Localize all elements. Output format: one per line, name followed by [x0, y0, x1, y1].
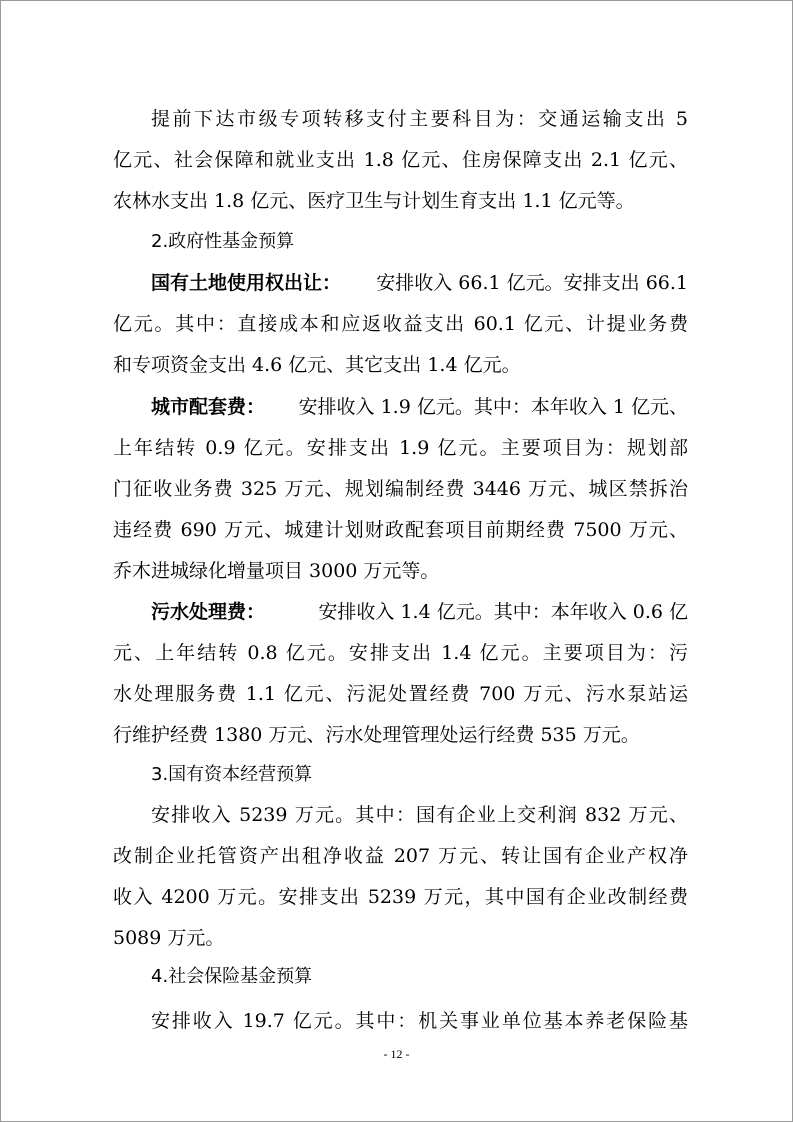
line-text: 安排收入 1.9 亿元。其中：本年收入 1 亿元、	[298, 396, 688, 418]
line-text: 安排收入 1.4 亿元。其中：本年收入 0.6 亿	[318, 601, 688, 623]
paragraph-line: 提前下达市级专项转移支付主要科目为：交通运输支出 5	[151, 108, 688, 130]
section-heading: 3.国有资本经营预算	[151, 764, 313, 785]
paragraph-line: 上年结转 0.9 亿元。安排支出 1.9 亿元。主要项目为：规划部	[113, 437, 688, 459]
subsection-title: 污水处理费：	[151, 601, 266, 623]
section-heading: 4.社会保险基金预算	[151, 966, 313, 987]
paragraph-line: 亿元、社会保障和就业支出 1.8 亿元、住房保障支出 2.1 亿元、	[113, 149, 688, 171]
paragraph-line: 元、上年结转 0.8 亿元。安排支出 1.4 亿元。主要项目为：污	[113, 642, 688, 664]
paragraph-line: 5089 万元。	[113, 927, 225, 949]
subsection-title: 国有土地使用权出让：	[151, 272, 342, 294]
paragraph-line	[113, 270, 688, 296]
section-heading: 2.政府性基金预算	[151, 231, 295, 252]
paragraph-line: 改制企业托管资产出租净收益 207 万元、转让国有企业产权净	[113, 845, 688, 867]
paragraph-line: 违经费 690 万元、城建计划财政配套项目前期经费 7500 万元、	[113, 519, 688, 541]
paragraph-line: 亿元。其中：直接成本和应返收益支出 60.1 亿元、计提业务费	[113, 313, 688, 335]
paragraph-line: 安排收入 19.7 亿元。其中：机关事业单位基本养老保险基	[151, 1010, 688, 1032]
paragraph-line: 行维护经费 1380 万元、污水处理管理处运行经费 535 万元。	[113, 724, 640, 746]
paragraph-line	[113, 599, 688, 625]
paragraph-line	[113, 394, 688, 420]
page-number: - 12 -	[383, 1047, 410, 1061]
paragraph-line: 农林水支出 1.8 亿元、医疗卫生与计划生育支出 1.1 亿元等。	[113, 190, 635, 212]
paragraph-line: 和专项资金支出 4.6 亿元、其它支出 1.4 亿元。	[113, 354, 521, 376]
line-text: 安排收入 66.1 亿元。安排支出 66.1	[376, 272, 688, 294]
subsection-title: 城市配套费：	[151, 396, 266, 418]
paragraph-line: 安排收入 5239 万元。其中：国有企业上交利润 832 万元、	[151, 804, 688, 826]
paragraph-line: 水处理服务费 1.1 亿元、污泥处置经费 700 万元、污水泵站运	[113, 683, 688, 705]
paragraph-line: 乔木进城绿化增量项目 3000 万元等。	[113, 560, 440, 582]
paragraph-line: 门征收业务费 325 万元、规划编制经费 3446 万元、城区禁拆治	[113, 478, 688, 500]
paragraph-line: 收入 4200 万元。安排支出 5239 万元，其中国有企业改制经费	[113, 886, 688, 908]
